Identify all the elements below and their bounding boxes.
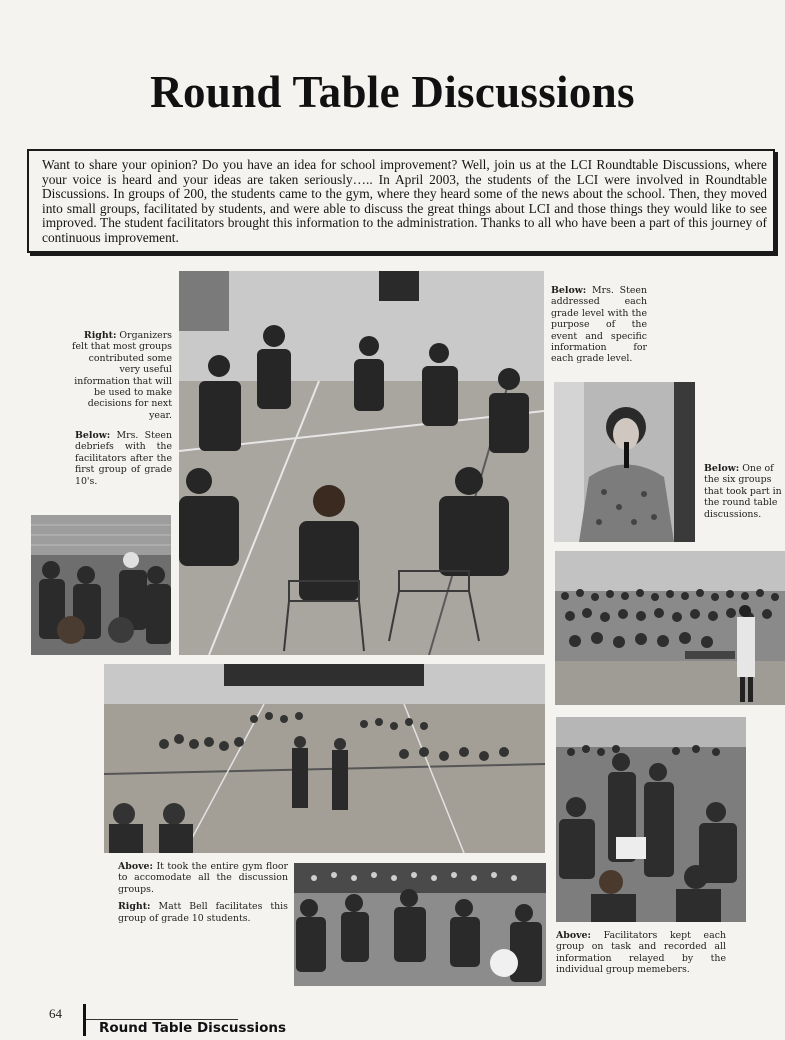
caption-text: Mrs. Steen debriefs with the facilitators after the first group of grade 10's. <box>75 430 172 487</box>
caption-lead: Below: <box>551 285 587 296</box>
caption-text: Matt Bell facilitates this group of grade 10 students. <box>118 901 288 924</box>
caption-six-groups <box>704 463 784 526</box>
caption-text: Facilitators kept each group on task and recorded all information relayed by the individual group memebers. <box>556 930 726 976</box>
caption-lead: Above: <box>118 861 153 872</box>
caption-gym-floor <box>118 861 288 930</box>
photo-bleacher-audience <box>555 551 785 705</box>
photo-debrief-facilitators <box>31 515 171 655</box>
caption-lead: Below: <box>704 463 740 474</box>
caption-lead: Below: <box>75 430 111 441</box>
caption-lead: Above: <box>556 930 591 941</box>
photo-matt-bell-group <box>294 863 546 986</box>
page-number: 64 <box>49 1006 62 1021</box>
footer-section-title: Round Table Discussions <box>99 1020 287 1036</box>
photo-circle-discussion <box>179 271 544 655</box>
caption-text: Organizers felt that most groups contributed some very useful information that will be used to make decisions for next year. <box>72 330 172 421</box>
footer-divider-bar <box>83 1004 86 1036</box>
photo-gym-floor <box>104 664 545 853</box>
caption-text: It took the entire gym floor to accomodate all the discussion groups. <box>118 861 288 895</box>
caption-lead: Right: <box>118 901 151 913</box>
intro-textbox: Want to share your opinion? Do you have an idea for school improvement? Well, join us at the LCI Roundtable Discussions, where your voice is heard and your ideas are taken seriously….. In April 2003, the students of the LCI were involved in Roundtable Discussions. In groups of 200, the students came to the gym, where they heard some of the news about the school. Then, they moved into small groups, facilitated by students, and were able to discuss the great things about LCI and those things they would like to see improved. The student facilitators brought this information to the administration. Thanks to all who have been a part of this journey of continuous improvement. <box>27 149 775 253</box>
photo-facilitators-group <box>556 717 746 922</box>
caption-text: Mrs. Steen addressed each grade level with the purpose of the event and specific information for each grade level. <box>551 285 647 365</box>
caption-organizers <box>70 330 172 427</box>
caption-facilitators <box>556 930 726 982</box>
caption-lead: Right: <box>83 330 117 341</box>
caption-steen <box>551 285 647 371</box>
photo-mrs-steen <box>554 382 695 542</box>
caption-debriefs <box>75 430 172 493</box>
page-title: Round Table Discussions <box>150 67 635 117</box>
caption-text: One of the six groups that took part in the round table discussions. <box>704 463 782 520</box>
